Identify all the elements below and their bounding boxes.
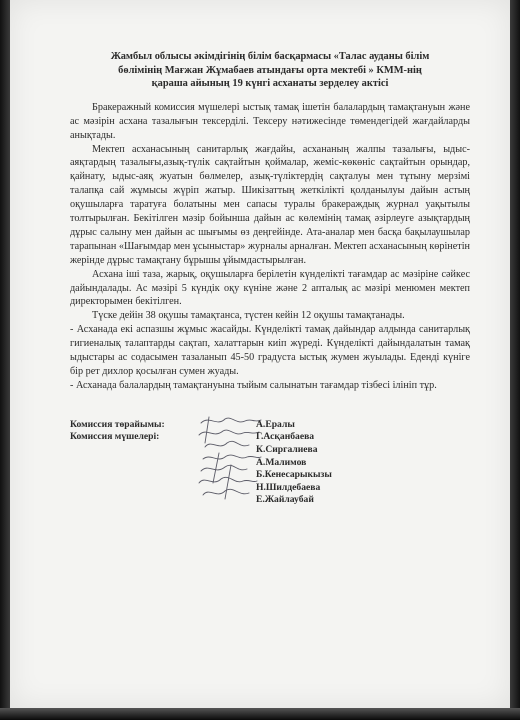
document-content (70, 50, 470, 509)
paragraph-prohibited-foods: - Асханада балалардың тамақтануына тыйым салынатын тағамдар тізбесі ілініп тұр. (70, 379, 437, 391)
paragraph-cooks: - Асханада екі аспазшы жұмыс жасайды. Күнделікті тамақ дайындар алдында санитарлық гигиеналық талаптарды сақтап, халаттарын киіп жүреді. Күнделікті дайындалатын тамақ ыдыстары ас содасымен тазаланып 45-50 градуста ыстық жумен жуылады. Еденді күніге бір рет дихлор қосылған сумен жуады. (70, 324, 470, 377)
title-line-2: бөлімінің Мағжан Жұмабаев атындағы орта мектебі » КММ-нің (118, 64, 422, 76)
signature-block (70, 419, 470, 509)
scan-edge-right (510, 0, 520, 720)
paragraph-intro: Бракеражный комиссия мүшелері ыстық тамақ ішетін балалардың тамақтануын және ас мәзірін асхана тазалығын тексерділі. Тексеру нәтижесінде төмендегідей жағдайларды анықтады. (70, 101, 470, 141)
paragraph-sanitary: Мектеп асханасының санитарлық жағдайы, асхананың жалпы тазалығы, ыдыс-аяқтардың тазалығы,азық-түлік сақтайтын қоймалар, жеміс-көкөніс сақтайтын орындар, қайнату, ыдыс-аяқ жуатын бөлмелер, азық-түліктердің сақталуы мен тұтыну мерзімі талапқа сай жұмысы жүріп жатыр. Шикізаттың жеткілікті қолданылуы дайын астың оқушыларға таратуға болатыны мен сапасы туралы бракераждық журнал уақытылы толтырылған. Бекітілген мәзір бойынша дайын ас көлемінің тамақ әзірлеуге азықтардың дұрыс салыну мен дайын ас шығымы өз деңгейінде. Ата-аналар мен басқа бақылаушылар тарапынан «Шағымдар мен ұсыныстар» журналы арналған. Мектеп асханасының көрінетін жерінде дұрыс тамақтану бұрышы ұйымдастырылған. (70, 143, 470, 266)
scan-edge-left (0, 0, 10, 720)
member-name: Г.Асқанбаева (256, 431, 315, 443)
paragraph-student-count: Түске дейін 38 оқушы тамақтанса, түстен кейін 12 оқушы тамақтанады. (92, 310, 405, 322)
member-name: Н.Шилдебаева (256, 481, 321, 493)
chair-name: А.Ералы (256, 418, 295, 430)
title-line-3: қараша айының 19 күнгі асханаты зерделеу актісі (151, 78, 389, 90)
members-label: Комиссия мүшелері: (70, 431, 160, 443)
chair-label: Комиссия төрайымы: (70, 418, 165, 430)
member-name: А.Малимов (256, 456, 307, 468)
title-line-1: Жамбыл облысы әкімдігінің білім басқармасы «Талас ауданы білім (110, 51, 430, 62)
paragraph-dining-hall: Асхана іші таза, жарық, оқушыларға берілетін күнделікті тағамдар ас мәзіріне сәйкес дайындалады. Ас мәзірі 5 күндік оқу күніне және 2 апталық ас мәзірі менюмен мектеп директорымен бекітілген. (70, 268, 470, 308)
member-name: Е.Жайлаубай (256, 494, 314, 506)
scan-edge-bottom (0, 708, 520, 720)
document-title (70, 50, 470, 91)
member-name: Б.Кенесарыкызы (256, 469, 332, 481)
member-name: К.Сиргалиева (256, 444, 318, 455)
